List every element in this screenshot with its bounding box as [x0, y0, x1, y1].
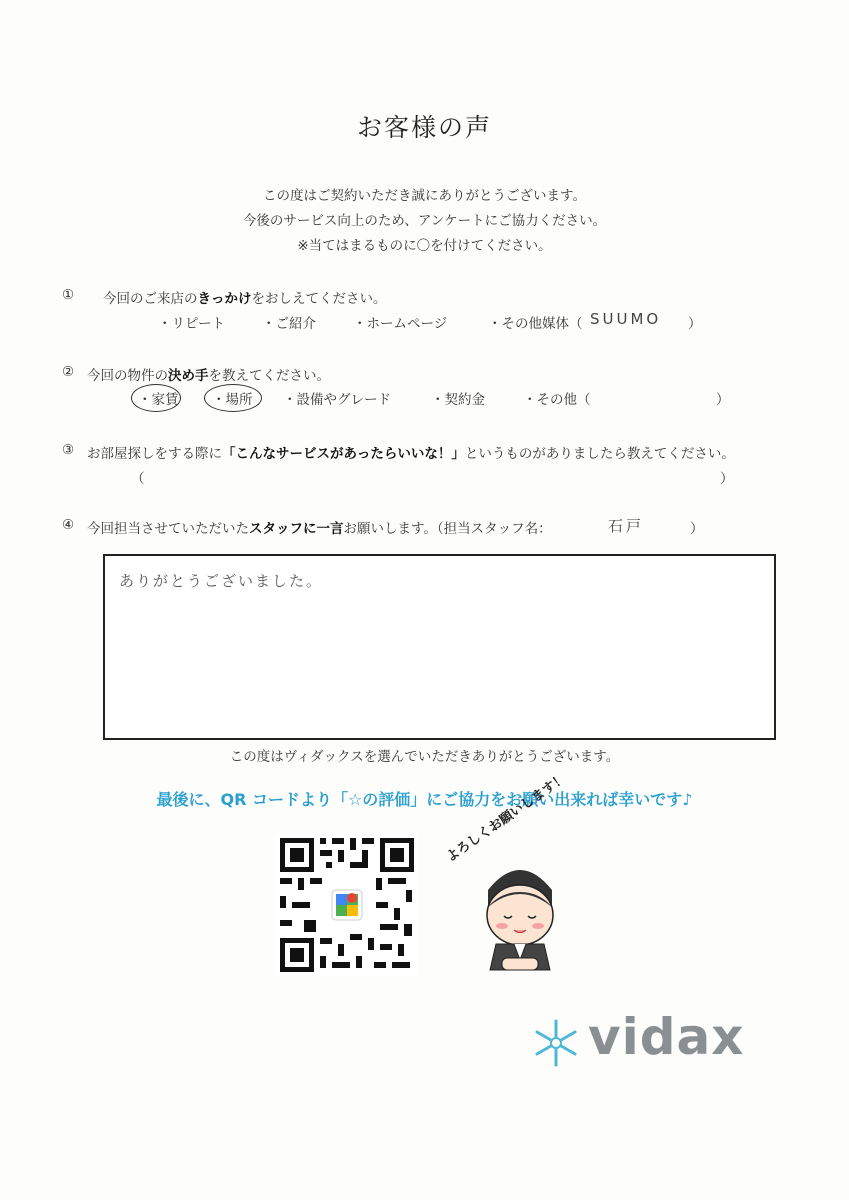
- thanks-message: この度はヴィダックスを選んでいただきありがとうございます。: [229, 749, 620, 765]
- qr-request-message: 最後に、QR コードより「☆の評価」にご協力をお願い出来れば幸いです♪: [156, 790, 693, 809]
- q2-close-paren: ）: [716, 392, 730, 408]
- q1-option-referral[interactable]: ・ご紹介: [262, 316, 316, 332]
- q2-option-location[interactable]: ・場所: [212, 392, 253, 408]
- q3-question: お部屋探しをする際に「こんなサービスがあったらいいな！」というものがありましたら教えてください。: [87, 446, 735, 462]
- q1-number: ①: [62, 287, 75, 303]
- q2-option-rent[interactable]: ・家賃: [138, 392, 179, 408]
- q1-option-other-media[interactable]: ・その他媒体（: [488, 316, 583, 332]
- q4-staff-name: 石戸: [608, 517, 645, 535]
- character-caption: よろしくお願いします！: [443, 770, 570, 866]
- q3-close-paren: ）: [720, 471, 734, 487]
- q2-question: 今回の物件の決め手を教えてください。: [87, 368, 330, 384]
- q4-close-paren: ）: [690, 521, 704, 537]
- intro-line-1: この度はご契約いただき誠にありがとうございます。: [263, 188, 586, 204]
- comment-text: ありがとうございました。: [119, 572, 324, 590]
- q4-number: ④: [62, 517, 75, 533]
- q1-option-homepage[interactable]: ・ホームページ: [353, 316, 448, 332]
- bowing-character-icon: [440, 770, 600, 980]
- q1-question: 今回のご来店のきっかけをおしえてください。: [103, 291, 387, 307]
- q3-number: ③: [62, 442, 75, 458]
- q2-option-other[interactable]: ・その他（: [523, 392, 591, 408]
- q4-question: 今回担当させていただいたスタッフに一言お願いします。（担当スタッフ名：: [87, 521, 552, 537]
- q2-number: ②: [62, 364, 75, 380]
- page-title: お客様の声: [356, 113, 492, 142]
- vidax-snowflake-icon: [531, 1018, 581, 1068]
- vidax-logo: vidax: [588, 1008, 745, 1066]
- intro-line-2: 今後のサービス向上のため、アンケートにご協力ください。: [242, 213, 607, 229]
- q1-answer: SUUMO: [590, 310, 662, 328]
- intro-line-3: ※当てはまるものに〇を付けてください。: [297, 238, 552, 254]
- qr-code-icon[interactable]: [276, 834, 418, 976]
- comment-box[interactable]: [103, 554, 776, 740]
- q3-open-paren: （: [131, 471, 145, 487]
- q2-option-facilities[interactable]: ・設備やグレード: [283, 392, 391, 408]
- q2-option-contract-fee[interactable]: ・契約金: [431, 392, 485, 408]
- q1-option-repeat[interactable]: ・リピート: [158, 316, 225, 332]
- q1-close-paren: ）: [688, 316, 702, 332]
